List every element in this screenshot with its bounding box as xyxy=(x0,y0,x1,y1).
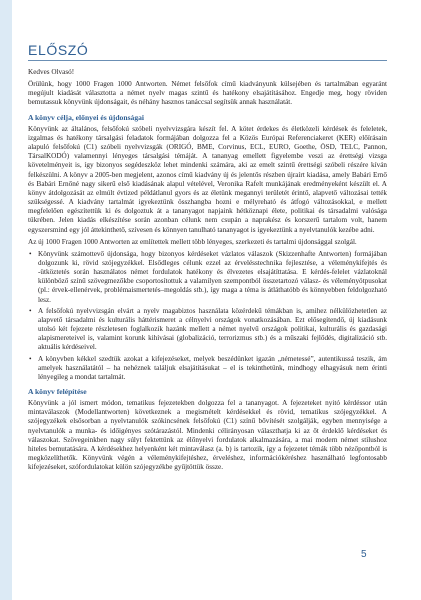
chapter-title: ELŐSZÓ xyxy=(28,42,89,58)
title-rule xyxy=(28,60,387,61)
section-heading-structure: A könyv felépítése xyxy=(28,387,87,396)
novelties-list xyxy=(28,250,387,382)
section-heading-goals: A könyv célja, előnyei és újdonságai xyxy=(28,112,145,122)
structure-paragraph: Könyvünk a jól ismert módon, tematikus fejezetekben dolgozza fel a tananyagot. A fejezeteket nyitó kérdéssor után mintaválaszok (Modellantworten) következnek a megismételt kérdésekkel és rövid, tematikus szójegyzékkel. A szójegyzékek elsősorban a nyelvtanulók szókincsének felsőfokú (C1) színű bővítését szolgálják, egyben mennyisége a nyelvtanulók a munka- és időigényes szótárazástól. Mindenki célirányosan választhatja ki az őt érdeklő kérdéseket és válaszokat. Szövegeinkben nagy súlyt fektettünk az élőnyelvi fordulatok alkalmazására, a mai modern német stílushoz hiteles bemutatására. A kérdésekhez helyenként két mintaválasz (a. b) is tartozik, így a fejezetet témák több nézőpontból is megközelíthetők. Könyvünk végén a véleménykifejtéshez, érveléshez, információkéréshez használható legfontosabb kifejezéseket, szófordulatokat külön szójegyzékbe gyűjtöttük össze. xyxy=(28,399,387,472)
intro-paragraph: Örülünk, hogy 1000 Fragen 1000 Antworten. Német felsőfok című kiadványunk külsejében és tartalmában egyaránt megújult kiadását választotta a német nyelv magas szintű és hatékony elsajátításához. Engedje meg, hogy röviden bemutassuk könyvünk újdonságait, és néhány hasznos tanáccsal segítsük annak használatát. xyxy=(28,80,387,107)
list-item: • Könyvünk számottevő újdonsága, hogy bizonyos kérdéseket vázlatos válaszok (Skizzenhafte Antworten) formájában dolgozunk ki, rövid szójegyzékkel. Elsődleges célunk ezzel az érvelésstechnika fejlesztése, a véleménykifejtés és -ütköztetés során használatos német fordulatok hatékony és élvezetes elsajátíttatása. E kérdés-felelet vázlatoknál különböző színű szövegmezőkbe csoportosítottuk a valamilyen szempontból összetartozó válasz- és véleményötpusokat (pl.: érvek-ellenérvek, problémaismertetés–megoldás stb.), így maga a téma is átláthatóbb és könnyebben feldolgozható lesz. xyxy=(28,250,387,305)
list-item: • A felsőfokú nyelvvizsgán elvárt a nyelv magabiztos használata közérdekű témákban is, amihez nélkülözhetetlen az alapvető társadalmi és kulturális háttérismeret a célnyelvi országok vonatkozásában. Ezt elősegítendő, új kiadásunk utolsó két fejezete részletesen foglalkozik hazánk mellett a német nyelvű országok politikai, kulturális és gazdasági alapismereteivel is, valamint korunk kihívásai (globalizáció, terrorizmus stb.) és a műszaki fejlődés, digitalizáció stb. aktuális kérdéseivel. xyxy=(28,307,387,353)
goals-paragraph: Könyvünk az általános, felsőfokú szóbeli nyelvvizsgára készít fel. A kötet érdekes és életközeli kérdések és feleletek, izgalmas és hatékony társalgási feladatok formájában dolgozza fel a Közös Európai Referenciakeret (KER) előírásain alapuló felsőfokú (C1) szóbeli nyelvvizsgák (ORIGÓ, BME, Corvinus, ECL, EURO, Goethe, ÖSD, TELC, Pannon, TársalKODÓ) valamennyi lényeges társalgási témáját. A tananyag emellett figyelembe veszi az érettségi vizsga követelményeit is, így bizonyos segédeszköz lehet mindenki számára, aki az emelt szintű érettségi szóbeli részére kíván felkészülni. A könyv a 2005-ben megjelent, azonos című kiadvány új és jelentős részben újraírt kiadása, amely Babári Ernő és Babári Ernőné nagy sikerű első kiadásának alapul vételével, Veronika Rafelt munkájának eredményeként készült el. A könyv átdolgozását az elmúlt évtized példátlanul gyors és az életünk megannyi területét érintő, alapvető változásai tették szükségessé. A kiadvány tartalmát igyekeztünk összhangba hozni e mélyreható és átfogó változásokkal, e mellett megfelelően egészítettük ki és dolgoztuk át a tananyagot napjaink hétköznapi élete, politikai és társadalmi valósága tükrében. Jelen kiadás elkészítése során azonban célunk nem csupán a naprakész és korszerű tartalom volt, hanem egyszersmind egy jól áttekinthető, szívesen és könnyen tanulható tananyagot is igyekeztünk a nyelvtanulók kezébe adni. xyxy=(28,124,387,234)
margin-accent-bar xyxy=(0,0,12,600)
body-text xyxy=(28,68,387,475)
novelties-intro: Az új 1000 Fragen 1000 Antworten az említettek mellett több lényeges, szerkezeti és tartalmi újdonsággal szolgál. xyxy=(28,237,357,246)
page-number: 5 xyxy=(361,549,367,560)
list-item: • A könyvben kékkel szedtük azokat a kifejezéseket, melyek beszédünket igazán „németessé”, autentikussá teszik, ám amelyek használatától – ha nehéznek találjuk elsajátításukat – el is tekinthetünk, mindhogy elhagyásuk nem érinti lényegileg a mondat tartalmát. xyxy=(28,355,387,382)
greeting: Kedves Olvasó! xyxy=(28,68,75,76)
